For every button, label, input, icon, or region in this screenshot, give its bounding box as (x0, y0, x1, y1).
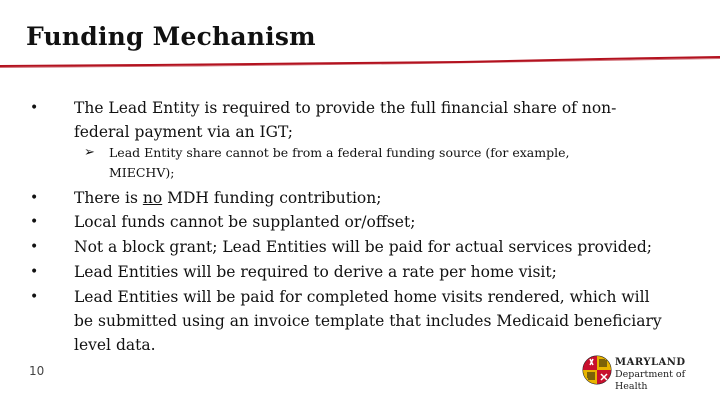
bullet-dot-icon: • (30, 264, 39, 280)
bullet-text-2-pre: There is (74, 189, 143, 207)
bullet-text-3: Local funds cannot be supplanted or/offset; (74, 213, 416, 231)
maryland-flag-emblem-icon (582, 355, 612, 385)
bullet-dot-icon: • (30, 190, 39, 206)
bullet-dot-icon: • (30, 289, 39, 305)
logo-text (615, 357, 710, 393)
bullet-item-1 (30, 96, 670, 144)
bullet-dot-icon: • (30, 239, 39, 255)
bullet-item-2 (30, 186, 670, 210)
bullet-dot-icon: • (30, 100, 39, 116)
sub-bullet-text: Lead Entity share cannot be from a federal funding source (for example, MIECHV); (109, 145, 570, 180)
bullet-text-5: Lead Entities will be required to derive a rate per home visit; (74, 263, 557, 281)
arrow-right-icon: ➢ (84, 145, 95, 160)
logo-line-1: MARYLAND (615, 357, 686, 368)
title-underline-rule (0, 55, 720, 69)
bullet-text-2-emphasis: no (142, 189, 163, 207)
bullet-text-1: The Lead Entity is required to provide the full financial share of non-federal payment via an IGT; (74, 99, 617, 141)
bullet-text-6: Lead Entities will be paid for completed home visits rendered, which will be submitted using an invoice template that includes Medicaid beneficiary level data. (74, 288, 662, 354)
bullet-item-4 (30, 235, 670, 259)
bullet-item-5 (30, 260, 670, 284)
page-number: 10 (29, 364, 45, 378)
maryland-health-logo (582, 353, 710, 392)
slide-title: Funding Mechanism (26, 22, 316, 51)
bullet-dot-icon: • (30, 214, 39, 230)
bullet-item-3 (30, 210, 670, 234)
bullet-text-2-post: MDH funding contribution; (162, 189, 382, 207)
bullet-item-6 (30, 285, 670, 359)
bullet-text-4: Not a block grant; Lead Entities will be paid for actual services provided; (74, 238, 652, 256)
bullet-text-2 (74, 186, 664, 210)
logo-line-2: Department of Health (615, 369, 686, 392)
